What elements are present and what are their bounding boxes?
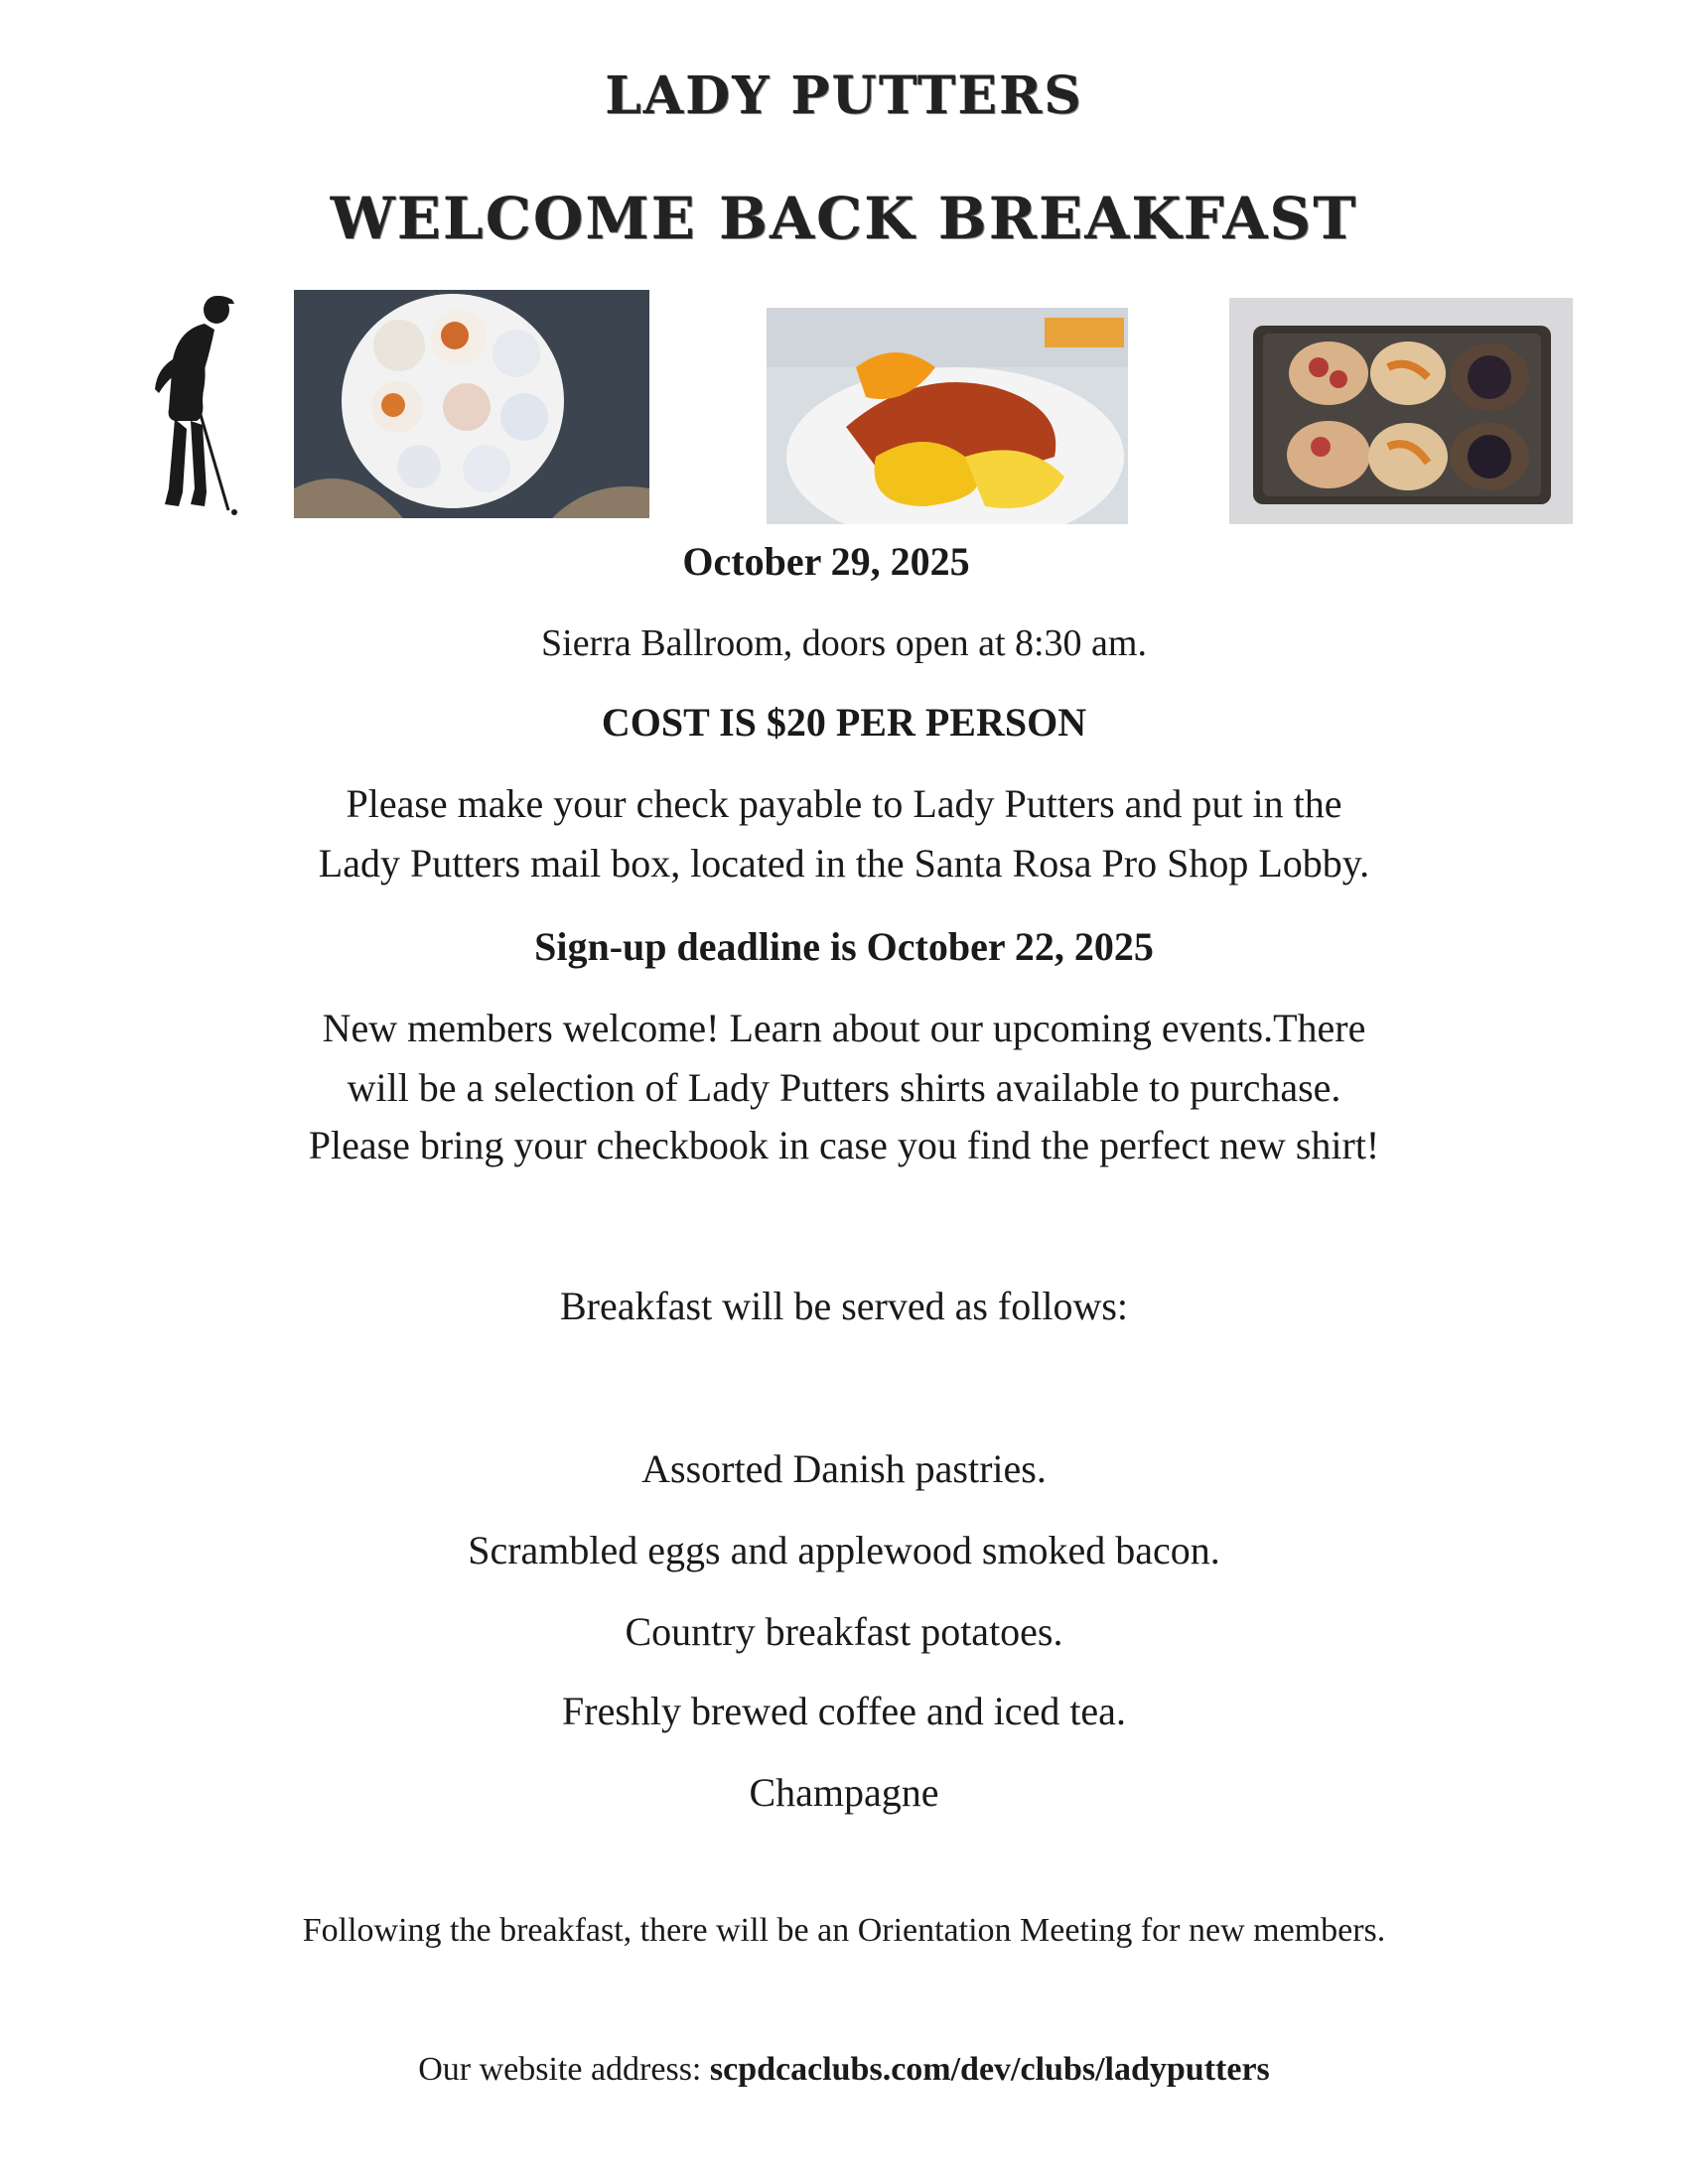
breakfast-table-photo	[294, 290, 649, 518]
welcome-text-line1: New members welcome! Learn about our upcoming events.There	[322, 1006, 1366, 1050]
event-date: October 29, 2025	[682, 539, 970, 584]
welcome-text-line3: Please bring your checkbook in case you find the perfect new shirt!	[308, 1123, 1380, 1167]
menu-item: Assorted Danish pastries.	[641, 1446, 1047, 1491]
eggs-bacon-photo	[767, 308, 1128, 524]
menu-item: Scrambled eggs and applewood smoked bacon.	[468, 1528, 1220, 1572]
menu-item: Freshly brewed coffee and iced tea.	[562, 1689, 1126, 1733]
event-cost: COST IS $20 PER PERSON	[601, 700, 1087, 745]
danish-pastries-photo	[1229, 298, 1573, 524]
menu-item: Champagne	[749, 1770, 939, 1815]
orientation-note: Following the breakfast, there will be an Orientation Meeting for new members.	[302, 1912, 1386, 1949]
title-lady-putters: LADY PUTTERS	[605, 66, 1083, 126]
menu-item: Country breakfast potatoes.	[625, 1609, 1063, 1654]
payment-instructions-line1: Please make your check payable to Lady Putters and put in the	[346, 781, 1342, 826]
website-label: Our website address:	[418, 2051, 710, 2088]
event-location: Sierra Ballroom, doors open at 8:30 am.	[541, 622, 1147, 664]
website-line	[0, 2051, 1688, 2089]
payment-instructions-line2: Lady Putters mail box, located in the Santa Rosa Pro Shop Lobby.	[318, 841, 1370, 886]
website-url-link[interactable]: scpdcaclubs.com/dev/clubs/ladyputters	[709, 2051, 1270, 2088]
welcome-text-line2: will be a selection of Lady Putters shirts available to purchase.	[347, 1065, 1341, 1110]
signup-deadline: Sign-up deadline is October 22, 2025	[534, 924, 1154, 969]
menu-intro: Breakfast will be served as follows:	[559, 1284, 1129, 1328]
golfer-silhouette-icon	[139, 290, 248, 516]
title-welcome-back-breakfast: WELCOME BACK BREAKFAST	[330, 185, 1358, 252]
